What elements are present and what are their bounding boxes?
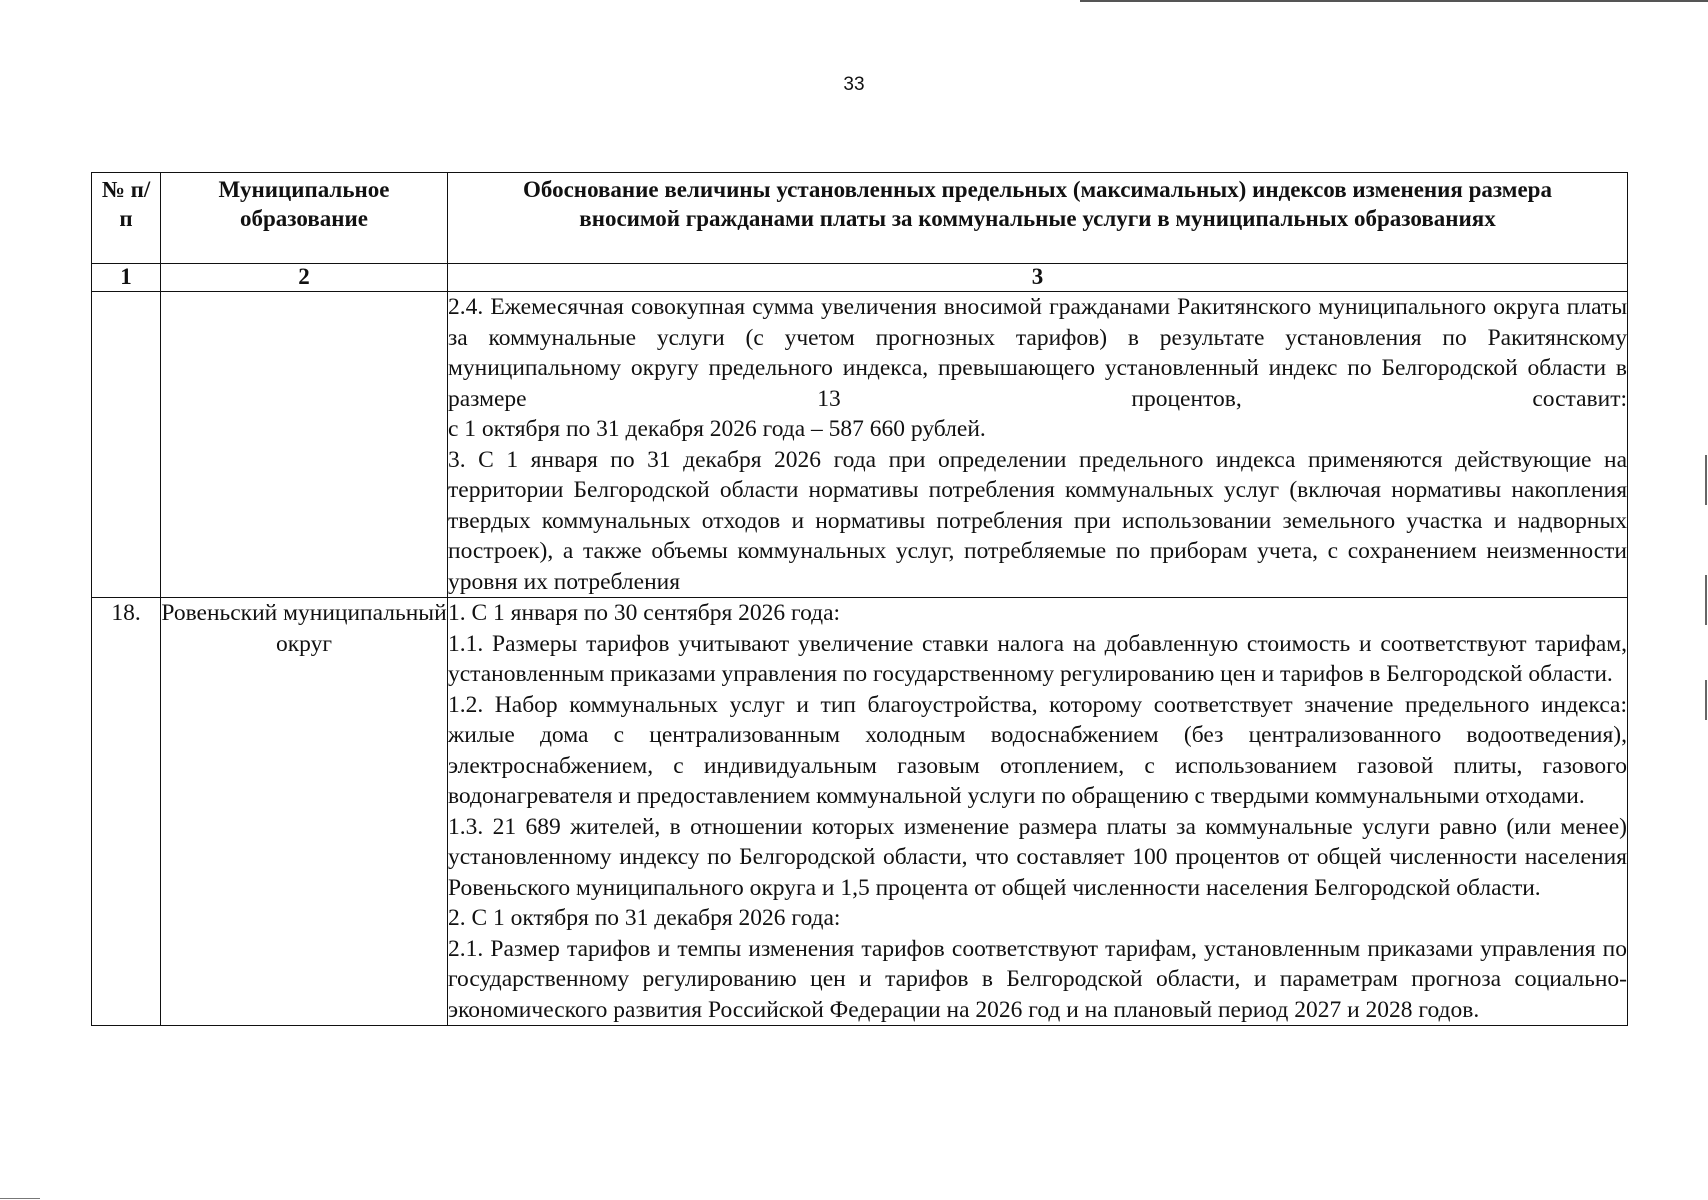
justification-paragraph: 1.1. Размеры тарифов учитывают увеличение ставки налога на добавленную стоимость и соответствуют тарифам, установленным приказами управления по государственному регулированию цен и тарифов в Белгородской области.: [448, 630, 1627, 687]
row-number: [92, 292, 161, 598]
row-number: 18.: [92, 598, 161, 1026]
header-number: № п/п: [92, 173, 161, 264]
scan-edge-line: [1080, 0, 1708, 2]
justification-table: [91, 172, 1628, 1026]
row-municipality: Ровеньский муниципальный округ: [161, 598, 448, 1026]
column-number: 1: [92, 264, 161, 292]
scan-edge-mark: [1705, 575, 1707, 625]
justification-paragraph: 1.2. Набор коммунальных услуг и тип благоустройства, которому соответствует значение предельного индекса: жилые дома с централизованным холодным водоснабжением (без централизованного водоотведения), электроснабжением, с индивидуальным газовым отоплением, с использованием газовой плиты, газового водонагревателя и предоставлением коммунальной услуги по обращению с твердыми коммунальными отходами.: [448, 691, 1627, 809]
scan-edge-mark: [1705, 680, 1707, 720]
justification-paragraph: 1.3. 21 689 жителей, в отношении которых изменение размера платы за коммунальные услуги равно (или менее) установленному индексу по Белгородской области, что составляет 100 процентов от общей численности населения Ровеньского муниципального округа и 1,5 процента от общей численности населения Белгородской области.: [448, 813, 1627, 901]
justification-paragraph: 3. С 1 января по 31 декабря 2026 года при определении предельного индекса применяются действующие на территории Белгородской области нормативы потребления коммунальных услуг (включая нормативы накопления твердых коммунальных отходов и нормативы потребления при использовании земельного участка и надворных построек), а также объемы коммунальных услуг, потребляемые по приборам учета, с сохранением неизменности уровня их потребления: [448, 446, 1627, 595]
row-municipality: [161, 292, 448, 598]
column-number: 2: [161, 264, 448, 292]
column-number: 3: [448, 264, 1628, 292]
justification-paragraph: 2.4. Ежемесячная совокупная сумма увеличения вносимой гражданами Ракитянского муниципального округа платы за коммунальные услуги (с учетом прогнозных тарифов) в результате установления по Ракитянскому муниципальному округу предельного индекса, превышающего установленный индекс по Белгородской области в размере 13 процентов, составит:: [448, 294, 1627, 412]
row-justification: [448, 292, 1628, 598]
justification-paragraph: 2.1. Размер тарифов и темпы изменения тарифов соответствуют тарифам, установленным приказами управления по государственному регулированию цен и тарифов в Белгородской области, и параметрам прогноза социально-экономического развития Российской Федерации на 2026 год и на плановый период 2027 и 2028 годов.: [448, 935, 1627, 1023]
header-justification: Обоснование величины установленных предельных (максимальных) индексов изменения размера вносимой гражданами платы за коммунальные услуги в муниципальных образованиях: [448, 173, 1628, 264]
table-row: [92, 292, 1628, 598]
header-municipality: Муниципальное образование: [161, 173, 448, 264]
justification-paragraph: 2. С 1 октября по 31 декабря 2026 года:: [448, 905, 841, 931]
justification-paragraph: 1. С 1 января по 30 сентября 2026 года:: [448, 600, 841, 626]
header-row: [92, 173, 1628, 264]
scan-edge-mark: [0, 1198, 40, 1199]
page-number: 33: [843, 74, 865, 95]
row-justification: [448, 598, 1628, 1026]
scan-edge-mark: [1705, 455, 1707, 505]
table-row: [92, 598, 1628, 1026]
justification-paragraph: с 1 октября по 31 декабря 2026 года – 587 660 рублей.: [448, 416, 986, 442]
column-number-row: [92, 264, 1628, 292]
